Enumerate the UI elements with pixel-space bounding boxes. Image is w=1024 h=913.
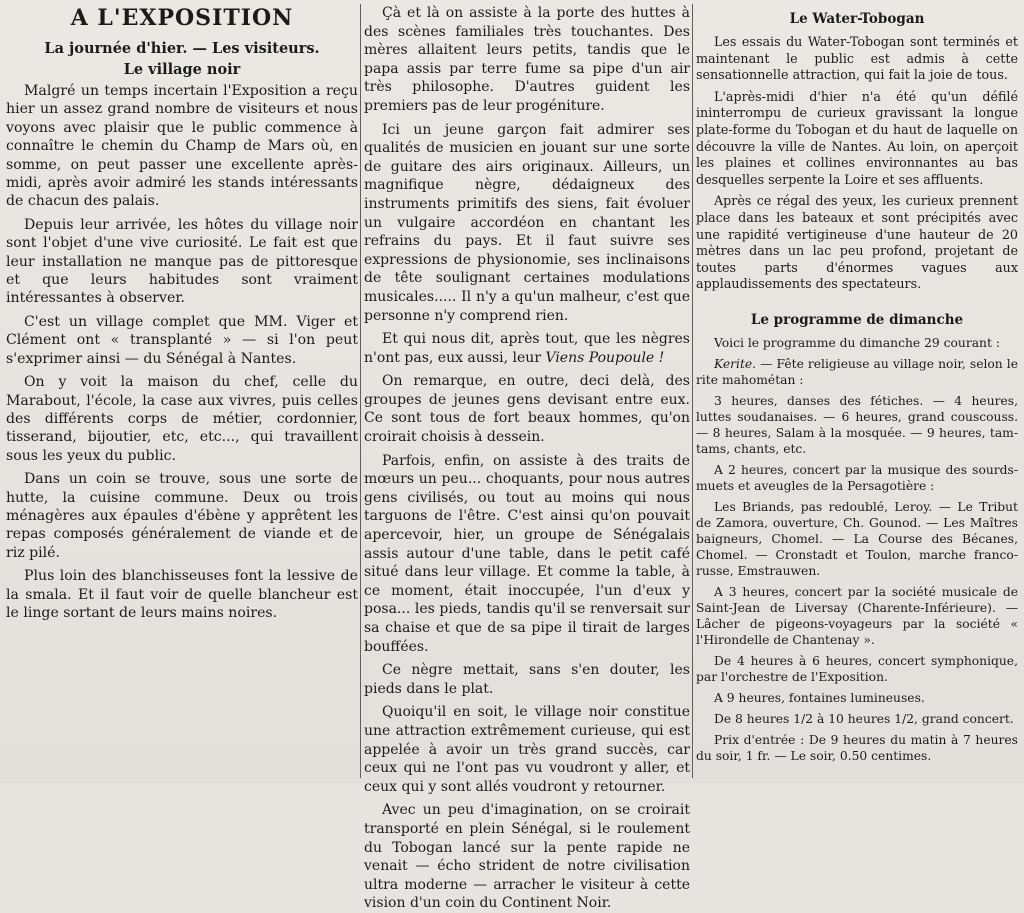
paragraph: A 3 heures, concert par la société musicale de Saint-Jean de Liversay (Charente-Inférieure). — Lâcher de pigeons-voyageurs par la société « l'Hirondelle de Chantenay ». bbox=[696, 584, 1018, 647]
paragraph: Les essais du Water-Tobogan sont terminés et maintenant le public est admis à cette sensationnelle attraction, qui fait la joie de tous. bbox=[696, 34, 1018, 83]
paragraph: Avec un peu d'imagination, on se croirait transporté en plein Sénégal, si le roulement du Tobogan lancé sur la pente rapide ne venait — écho strident de notre civilisation ultra moderne — arracher le visiteur à cette vision d'un coin du Continent Noir. bbox=[364, 802, 690, 912]
song-title: Viens Poupoule ! bbox=[545, 349, 665, 366]
article-subheading: La journée d'hier. — Les visiteurs. bbox=[44, 40, 320, 57]
paragraph bbox=[364, 330, 690, 367]
column-left bbox=[6, 4, 358, 780]
section-heading-programme: Le programme de dimanche bbox=[750, 311, 964, 328]
paragraph: On remarque, en outre, deci delà, des groupes de jeunes gens devisant entre eux. Ce sont tous de fort beaux hommes, qu'on croirait choisis à dessein. bbox=[364, 373, 690, 446]
paragraph: Ce nègre mettait, sans s'en douter, les pieds dans le plat. bbox=[364, 662, 690, 697]
paragraph: Ici un jeune garçon fait admirer ses qualités de musicien en jouant sur une sorte de guitare des airs originaux. Ailleurs, un magnifique nègre, dédaigneux des instruments primitifs des siens, fait évoluer un vulgaire accordéon en chantant les refrains du pays. Et il faut suivre ses expressions de physionomie, ses inclinaisons de tête soulignant certaines modulations musicales..... Il n'y a qu'un malheur, c'est que personne n'y comprend rien. bbox=[364, 121, 690, 324]
article-title: A L'EXPOSITION bbox=[70, 5, 294, 31]
paragraph: Parfois, enfin, on assiste à des traits de mœurs un peu... choquants, pour nous autres gens civilisés, ou tout au moins qui nous targuons de l'être. C'est ainsi qu'on pouvait apercevoir, hier, un groupe de Sénégalais assis autour d'une table, dans le petit café situé dans leur village. Et comme la table, à ce moment, était inoccupée, l'un d'eux y posa... les pieds, tandis qu'il se renversait sur sa chaise et que de sa pipe il tirait de larges bouffées. bbox=[364, 452, 690, 655]
paragraph: De 8 heures 1/2 à 10 heures 1/2, grand concert. bbox=[714, 711, 1014, 726]
section-heading-water-tobogan: Le Water-Tobogan bbox=[789, 11, 925, 27]
column-middle bbox=[364, 4, 690, 912]
event-name: Kerite. bbox=[714, 356, 757, 371]
paragraph: Après ce régal des yeux, les curieux prennent place dans les bateaux et sont précipités avec une rapidité vertigineuse d'une hauteur de 20 mètres dans un lac peu profond, projetant de toutes parts d'énormes vagues aux applaudissements des spectateurs. bbox=[696, 193, 1018, 292]
paragraph: A 2 heures, concert par la musique des sourds-muets et aveugles de la Persagotière : bbox=[696, 462, 1018, 493]
article-subheading: Le village noir bbox=[123, 61, 241, 78]
paragraph-text: Et qui nous dit, après tout, que les nègres n'ont pas, eux aussi, leur bbox=[364, 331, 690, 366]
paragraph: Prix d'entrée : De 9 heures du matin à 7 heures du soir, 1 fr. — Le soir, 0.50 centimes. bbox=[696, 732, 1018, 763]
paragraph: De 4 heures à 6 heures, concert symphonique, par l'orchestre de l'Exposition. bbox=[696, 653, 1018, 684]
paragraph bbox=[696, 356, 1018, 388]
paragraph: Depuis leur arrivée, les hôtes du village noir sont l'objet d'une vive curiosité. Le fait est que leur installation ne manque pas de pittoresque et que leurs habitudes sont vraiment intéressantes à observer. bbox=[6, 216, 358, 307]
paragraph: L'après-midi d'hier n'a été qu'un défilé ininterrompu de curieux gravissant la longue plate-forme du Tobogan et du haut de laquelle on découvre la ville de Nantes. Au loin, on aperçoit les plaines et collines environnantes au bas desquelles serpente la Loire et ses affluents. bbox=[696, 88, 1018, 187]
paragraph: Voici le programme du dimanche 29 courant : bbox=[714, 335, 1000, 350]
paragraph: Quoiqu'il en soit, le village noir constitue une attraction extrêmement curieuse, qui est appelée à avoir un très grand succès, car ceux qui ne l'ont pas vu voudront y aller, et ceux qui y sont allés voudront y retourner. bbox=[364, 704, 690, 795]
paragraph: 3 heures, danses des fétiches. — 4 heures, luttes soudanaises. — 6 heures, grand couscouss. — 8 heures, Salam à la mosquée. — 9 heures, tam-tams, chants, etc. bbox=[696, 393, 1018, 456]
paragraph: Dans un coin se trouve, sous une sorte de hutte, la cuisine commune. Deux ou trois ménagères aux épaules d'ébène y apprêtent les repas composés généralement de viande et de riz pilé. bbox=[6, 471, 358, 561]
column-divider bbox=[692, 4, 693, 778]
paragraph-text: — Fête religieuse au village noir, selon le rite mahométan : bbox=[696, 356, 1018, 387]
paragraph: On y voit la maison du chef, celle du Marabout, l'école, la case aux vivres, puis celles des différents corps de métier, cordonnier, tisserand, bijoutier, etc, etc..., qui travaillent sous les yeux du public. bbox=[6, 374, 358, 464]
paragraph: Les Briands, pas redoublé, Leroy. — Le Tribut de Zamora, ouverture, Ch. Gounod. — Les Maîtres baigneurs, Chomel. — La Course des Bécanes, Chomel. — Cronstadt et Toulon, marche franco-russe, Emstrauwen. bbox=[696, 499, 1018, 578]
column-right bbox=[696, 4, 1018, 780]
paragraph: A 9 heures, fontaines lumineuses. bbox=[714, 690, 925, 705]
column-divider bbox=[360, 4, 361, 778]
paragraph: Çà et là on assiste à la porte des huttes à des scènes familiales très touchantes. Des mères allaitent leurs petits, tandis que le papa assis par terre fume sa pipe d'un air très philosophe. D'autres guident les premiers pas de leur progéniture. bbox=[364, 5, 690, 114]
paragraph: Malgré un temps incertain l'Exposition a reçu hier un assez grand nombre de visiteurs et nous voyons avec plaisir que le public commence à connaître le chemin du Champ de Mars où, en somme, on peut passer une excellente après-midi, après avoir admiré les stands intéressants de chacun des palais. bbox=[6, 83, 358, 210]
paragraph: Plus loin des blanchisseuses font la lessive de la smala. Et il faut voir de quelle blancheur est le linge sortant de leurs mains noires. bbox=[6, 568, 358, 621]
paragraph: C'est un village complet que MM. Viger et Clément ont « transplanté » — si l'on peut s'exprimer ainsi — du Sénégal à Nantes. bbox=[6, 313, 358, 367]
